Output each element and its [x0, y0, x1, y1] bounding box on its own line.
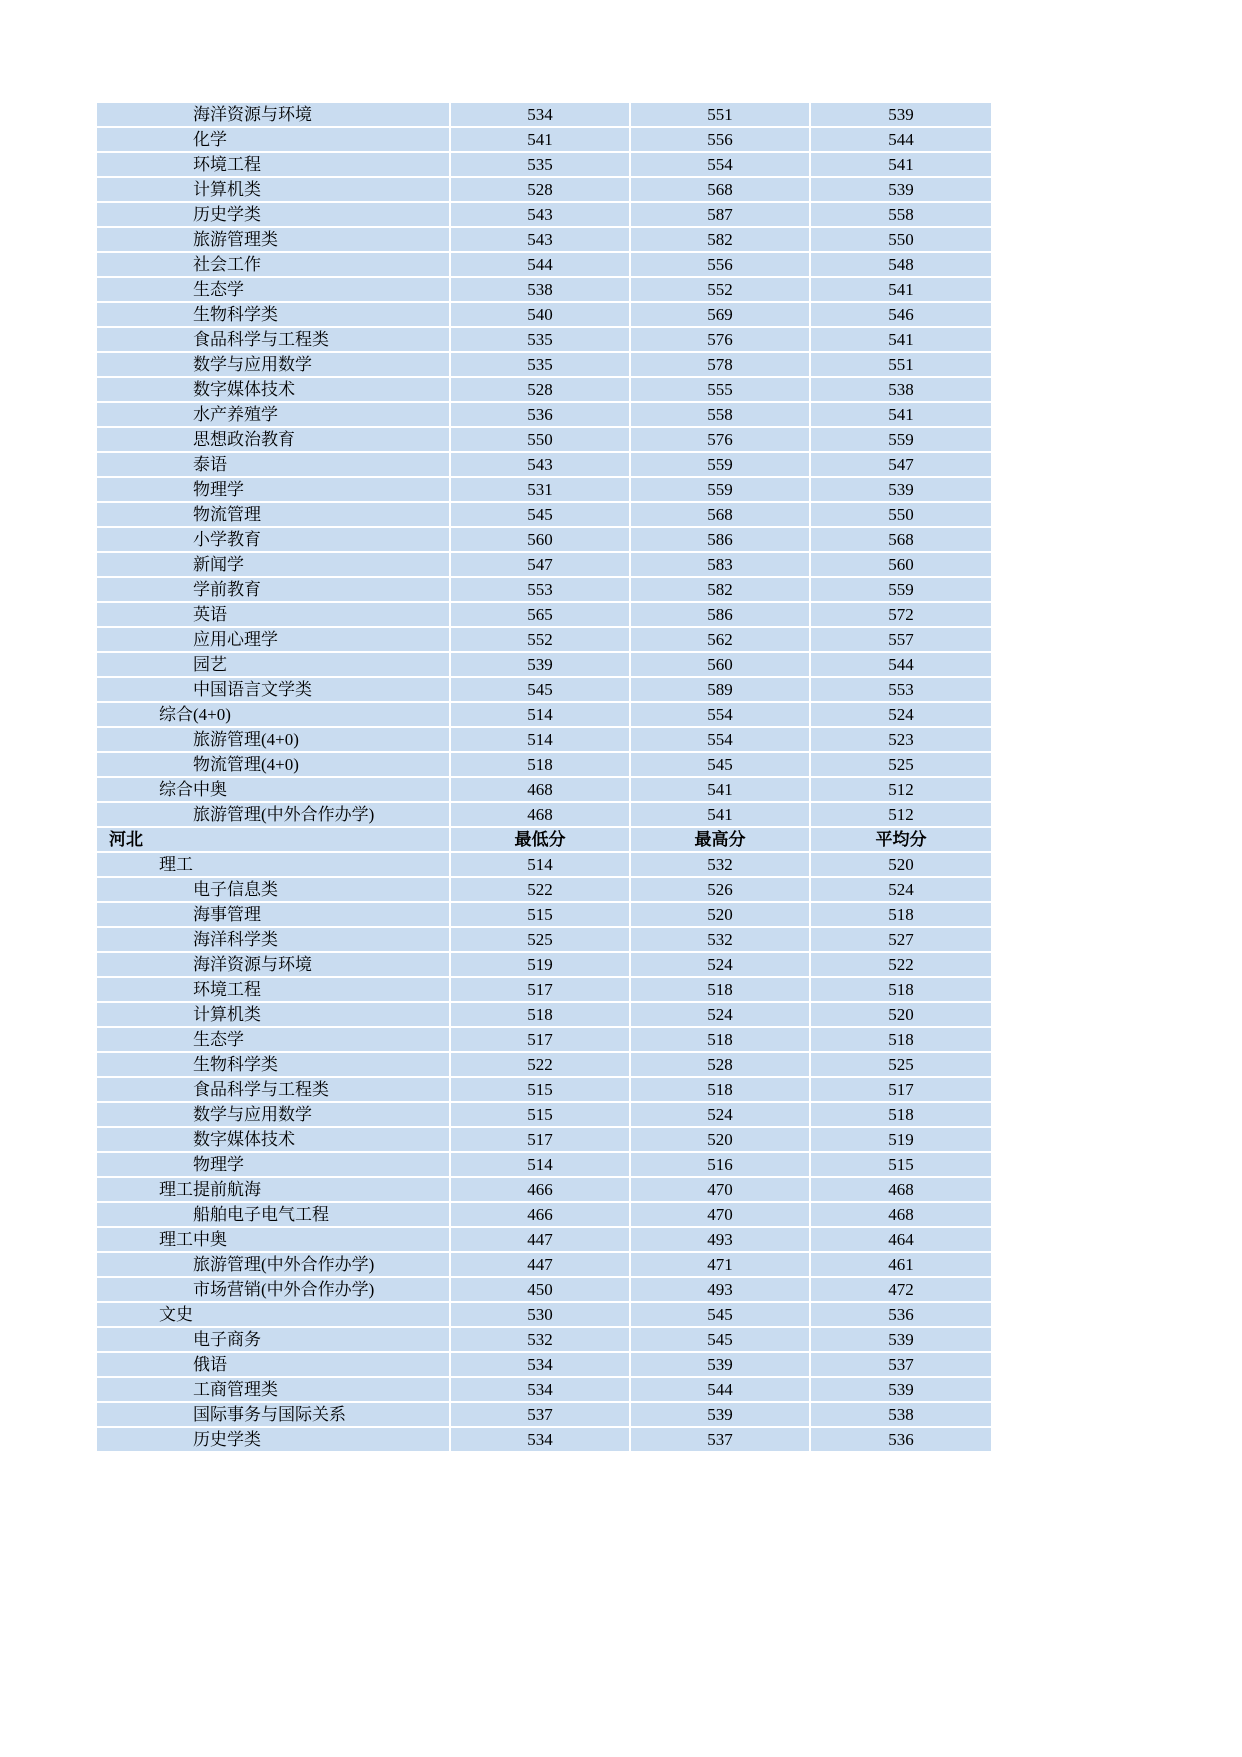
avg-score-cell: 557	[810, 627, 992, 652]
major-name-cell: 旅游管理(4+0)	[96, 727, 450, 752]
avg-score-cell: 525	[810, 1052, 992, 1077]
min-score-cell: 541	[450, 127, 630, 152]
table-row	[96, 227, 992, 252]
table-row	[96, 977, 992, 1002]
min-score-cell: 530	[450, 1302, 630, 1327]
avg-score-cell: 520	[810, 852, 992, 877]
major-name-cell: 物流管理(4+0)	[96, 752, 450, 777]
avg-score-cell: 572	[810, 602, 992, 627]
major-name-cell: 应用心理学	[96, 627, 450, 652]
min-score-cell: 534	[450, 1427, 630, 1452]
major-name-cell: 学前教育	[96, 577, 450, 602]
table-row	[96, 677, 992, 702]
major-name-cell: 食品科学与工程类	[96, 327, 450, 352]
table-row	[96, 777, 992, 802]
avg-score-cell: 515	[810, 1152, 992, 1177]
score-table-body	[96, 102, 992, 1452]
major-name-cell: 物理学	[96, 477, 450, 502]
table-row	[96, 152, 992, 177]
avg-score-cell: 559	[810, 427, 992, 452]
max-score-cell: 471	[630, 1252, 810, 1277]
max-score-cell: 589	[630, 677, 810, 702]
major-name-cell: 文史	[96, 1302, 450, 1327]
table-row	[96, 202, 992, 227]
table-row	[96, 1052, 992, 1077]
major-name-cell: 工商管理类	[96, 1377, 450, 1402]
table-row	[96, 377, 992, 402]
table-row	[96, 627, 992, 652]
table-row	[96, 552, 992, 577]
max-score-cell: 586	[630, 602, 810, 627]
min-score-cell: 547	[450, 552, 630, 577]
max-score-cell: 559	[630, 452, 810, 477]
max-score-cell: 544	[630, 1377, 810, 1402]
major-name-cell: 旅游管理(中外合作办学)	[96, 1252, 450, 1277]
major-name-cell: 海事管理	[96, 902, 450, 927]
major-name-cell: 生物科学类	[96, 1052, 450, 1077]
max-score-cell: 528	[630, 1052, 810, 1077]
table-row	[96, 1127, 992, 1152]
min-score-cell: 515	[450, 1102, 630, 1127]
max-score-cell: 582	[630, 227, 810, 252]
table-row	[96, 1377, 992, 1402]
table-row	[96, 302, 992, 327]
max-score-cell: 562	[630, 627, 810, 652]
avg-score-cell: 560	[810, 552, 992, 577]
min-score-cell: 545	[450, 677, 630, 702]
table-row	[96, 1302, 992, 1327]
major-name-cell: 计算机类	[96, 1002, 450, 1027]
major-name-cell: 思想政治教育	[96, 427, 450, 452]
major-name-cell: 国际事务与国际关系	[96, 1402, 450, 1427]
avg-score-cell: 536	[810, 1427, 992, 1452]
avg-score-cell: 541	[810, 277, 992, 302]
max-score-cell: 518	[630, 1027, 810, 1052]
major-name-cell: 俄语	[96, 1352, 450, 1377]
avg-score-cell: 524	[810, 877, 992, 902]
max-score-cell: 569	[630, 302, 810, 327]
max-score-cell: 568	[630, 177, 810, 202]
max-score-cell: 551	[630, 102, 810, 127]
min-score-cell: 560	[450, 527, 630, 552]
max-score-cell: 582	[630, 577, 810, 602]
avg-score-cell: 546	[810, 302, 992, 327]
min-score-cell: 最低分	[450, 827, 630, 852]
table-row	[96, 1077, 992, 1102]
min-score-cell: 552	[450, 627, 630, 652]
min-score-cell: 466	[450, 1202, 630, 1227]
major-name-cell: 综合(4+0)	[96, 702, 450, 727]
avg-score-cell: 547	[810, 452, 992, 477]
major-name-cell: 泰语	[96, 452, 450, 477]
max-score-cell: 524	[630, 952, 810, 977]
table-row	[96, 277, 992, 302]
avg-score-cell: 544	[810, 127, 992, 152]
table-row	[96, 402, 992, 427]
avg-score-cell: 536	[810, 1302, 992, 1327]
major-name-cell: 环境工程	[96, 152, 450, 177]
table-row	[96, 252, 992, 277]
major-name-cell: 数字媒体技术	[96, 1127, 450, 1152]
table-row	[96, 427, 992, 452]
table-row	[96, 352, 992, 377]
min-score-cell: 535	[450, 352, 630, 377]
table-row	[96, 327, 992, 352]
avg-score-cell: 551	[810, 352, 992, 377]
min-score-cell: 553	[450, 577, 630, 602]
major-name-cell: 历史学类	[96, 1427, 450, 1452]
min-score-cell: 519	[450, 952, 630, 977]
table-row	[96, 502, 992, 527]
min-score-cell: 525	[450, 927, 630, 952]
table-row	[96, 727, 992, 752]
avg-score-cell: 568	[810, 527, 992, 552]
max-score-cell: 554	[630, 727, 810, 752]
min-score-cell: 515	[450, 902, 630, 927]
major-name-cell: 市场营销(中外合作办学)	[96, 1277, 450, 1302]
max-score-cell: 470	[630, 1202, 810, 1227]
max-score-cell: 583	[630, 552, 810, 577]
avg-score-cell: 541	[810, 152, 992, 177]
min-score-cell: 514	[450, 727, 630, 752]
min-score-cell: 447	[450, 1252, 630, 1277]
avg-score-cell: 518	[810, 1027, 992, 1052]
min-score-cell: 540	[450, 302, 630, 327]
max-score-cell: 520	[630, 1127, 810, 1152]
avg-score-cell: 539	[810, 177, 992, 202]
table-row	[96, 1402, 992, 1427]
max-score-cell: 526	[630, 877, 810, 902]
avg-score-cell: 548	[810, 252, 992, 277]
min-score-cell: 450	[450, 1277, 630, 1302]
max-score-cell: 587	[630, 202, 810, 227]
avg-score-cell: 平均分	[810, 827, 992, 852]
avg-score-cell: 541	[810, 402, 992, 427]
table-row	[96, 1202, 992, 1227]
major-name-cell: 理工中奥	[96, 1227, 450, 1252]
admission-score-table	[95, 101, 993, 1453]
max-score-cell: 493	[630, 1227, 810, 1252]
min-score-cell: 518	[450, 752, 630, 777]
max-score-cell: 545	[630, 752, 810, 777]
min-score-cell: 536	[450, 402, 630, 427]
max-score-cell: 最高分	[630, 827, 810, 852]
avg-score-cell: 524	[810, 702, 992, 727]
major-name-cell: 船舶电子电气工程	[96, 1202, 450, 1227]
min-score-cell: 532	[450, 1327, 630, 1352]
min-score-cell: 545	[450, 502, 630, 527]
min-score-cell: 518	[450, 1002, 630, 1027]
min-score-cell: 466	[450, 1177, 630, 1202]
avg-score-cell: 512	[810, 777, 992, 802]
max-score-cell: 578	[630, 352, 810, 377]
max-score-cell: 576	[630, 327, 810, 352]
max-score-cell: 532	[630, 852, 810, 877]
avg-score-cell: 464	[810, 1227, 992, 1252]
table-row	[96, 1277, 992, 1302]
avg-score-cell: 468	[810, 1202, 992, 1227]
table-row	[96, 477, 992, 502]
min-score-cell: 514	[450, 1152, 630, 1177]
major-name-cell: 旅游管理类	[96, 227, 450, 252]
min-score-cell: 544	[450, 252, 630, 277]
table-row	[96, 1002, 992, 1027]
table-row	[96, 952, 992, 977]
max-score-cell: 560	[630, 652, 810, 677]
max-score-cell: 524	[630, 1002, 810, 1027]
table-header-row	[96, 827, 992, 852]
major-name-cell: 电子信息类	[96, 877, 450, 902]
table-row	[96, 1352, 992, 1377]
major-name-cell: 环境工程	[96, 977, 450, 1002]
major-name-cell: 水产养殖学	[96, 402, 450, 427]
major-name-cell: 物流管理	[96, 502, 450, 527]
avg-score-cell: 517	[810, 1077, 992, 1102]
major-name-cell: 历史学类	[96, 202, 450, 227]
major-name-cell: 海洋科学类	[96, 927, 450, 952]
max-score-cell: 524	[630, 1102, 810, 1127]
max-score-cell: 470	[630, 1177, 810, 1202]
min-score-cell: 522	[450, 1052, 630, 1077]
max-score-cell: 555	[630, 377, 810, 402]
min-score-cell: 565	[450, 602, 630, 627]
max-score-cell: 541	[630, 802, 810, 827]
avg-score-cell: 539	[810, 1377, 992, 1402]
major-name-cell: 数学与应用数学	[96, 1102, 450, 1127]
max-score-cell: 554	[630, 152, 810, 177]
max-score-cell: 559	[630, 477, 810, 502]
avg-score-cell: 525	[810, 752, 992, 777]
avg-score-cell: 538	[810, 1402, 992, 1427]
min-score-cell: 517	[450, 1027, 630, 1052]
min-score-cell: 517	[450, 1127, 630, 1152]
major-name-cell: 园艺	[96, 652, 450, 677]
max-score-cell: 532	[630, 927, 810, 952]
avg-score-cell: 519	[810, 1127, 992, 1152]
min-score-cell: 534	[450, 1377, 630, 1402]
avg-score-cell: 527	[810, 927, 992, 952]
max-score-cell: 556	[630, 127, 810, 152]
major-name-cell: 生态学	[96, 277, 450, 302]
max-score-cell: 518	[630, 1077, 810, 1102]
min-score-cell: 534	[450, 102, 630, 127]
avg-score-cell: 537	[810, 1352, 992, 1377]
avg-score-cell: 468	[810, 1177, 992, 1202]
major-name-cell: 理工提前航海	[96, 1177, 450, 1202]
avg-score-cell: 541	[810, 327, 992, 352]
min-score-cell: 550	[450, 427, 630, 452]
table-row	[96, 102, 992, 127]
max-score-cell: 520	[630, 902, 810, 927]
min-score-cell: 517	[450, 977, 630, 1002]
max-score-cell: 541	[630, 777, 810, 802]
max-score-cell: 518	[630, 977, 810, 1002]
avg-score-cell: 512	[810, 802, 992, 827]
max-score-cell: 552	[630, 277, 810, 302]
min-score-cell: 531	[450, 477, 630, 502]
avg-score-cell: 558	[810, 202, 992, 227]
avg-score-cell: 539	[810, 102, 992, 127]
max-score-cell: 576	[630, 427, 810, 452]
table-row	[96, 527, 992, 552]
min-score-cell: 447	[450, 1227, 630, 1252]
major-name-cell: 河北	[96, 827, 450, 852]
avg-score-cell: 461	[810, 1252, 992, 1277]
major-name-cell: 计算机类	[96, 177, 450, 202]
table-row	[96, 902, 992, 927]
avg-score-cell: 539	[810, 1327, 992, 1352]
avg-score-cell: 539	[810, 477, 992, 502]
table-row	[96, 177, 992, 202]
table-row	[96, 852, 992, 877]
min-score-cell: 538	[450, 277, 630, 302]
table-row	[96, 1327, 992, 1352]
major-name-cell: 英语	[96, 602, 450, 627]
table-row	[96, 927, 992, 952]
max-score-cell: 539	[630, 1352, 810, 1377]
avg-score-cell: 522	[810, 952, 992, 977]
avg-score-cell: 553	[810, 677, 992, 702]
avg-score-cell: 550	[810, 227, 992, 252]
table-row	[96, 127, 992, 152]
min-score-cell: 468	[450, 802, 630, 827]
min-score-cell: 535	[450, 152, 630, 177]
major-name-cell: 新闻学	[96, 552, 450, 577]
major-name-cell: 生态学	[96, 1027, 450, 1052]
avg-score-cell: 520	[810, 1002, 992, 1027]
avg-score-cell: 544	[810, 652, 992, 677]
max-score-cell: 493	[630, 1277, 810, 1302]
major-name-cell: 数学与应用数学	[96, 352, 450, 377]
max-score-cell: 554	[630, 702, 810, 727]
avg-score-cell: 518	[810, 1102, 992, 1127]
max-score-cell: 539	[630, 1402, 810, 1427]
table-row	[96, 1252, 992, 1277]
major-name-cell: 理工	[96, 852, 450, 877]
major-name-cell: 物理学	[96, 1152, 450, 1177]
table-row	[96, 577, 992, 602]
max-score-cell: 558	[630, 402, 810, 427]
table-row	[96, 1027, 992, 1052]
major-name-cell: 小学教育	[96, 527, 450, 552]
table-row	[96, 1227, 992, 1252]
max-score-cell: 516	[630, 1152, 810, 1177]
avg-score-cell: 523	[810, 727, 992, 752]
min-score-cell: 522	[450, 877, 630, 902]
avg-score-cell: 472	[810, 1277, 992, 1302]
min-score-cell: 515	[450, 1077, 630, 1102]
major-name-cell: 生物科学类	[96, 302, 450, 327]
min-score-cell: 528	[450, 177, 630, 202]
major-name-cell: 海洋资源与环境	[96, 952, 450, 977]
major-name-cell: 中国语言文学类	[96, 677, 450, 702]
major-name-cell: 数字媒体技术	[96, 377, 450, 402]
max-score-cell: 586	[630, 527, 810, 552]
min-score-cell: 537	[450, 1402, 630, 1427]
table-row	[96, 652, 992, 677]
table-row	[96, 702, 992, 727]
min-score-cell: 534	[450, 1352, 630, 1377]
max-score-cell: 545	[630, 1302, 810, 1327]
max-score-cell: 545	[630, 1327, 810, 1352]
min-score-cell: 539	[450, 652, 630, 677]
max-score-cell: 568	[630, 502, 810, 527]
min-score-cell: 468	[450, 777, 630, 802]
table-row	[96, 752, 992, 777]
table-row	[96, 602, 992, 627]
min-score-cell: 514	[450, 702, 630, 727]
major-name-cell: 化学	[96, 127, 450, 152]
major-name-cell: 综合中奥	[96, 777, 450, 802]
avg-score-cell: 559	[810, 577, 992, 602]
min-score-cell: 528	[450, 377, 630, 402]
min-score-cell: 543	[450, 202, 630, 227]
table-row	[96, 1102, 992, 1127]
min-score-cell: 543	[450, 227, 630, 252]
min-score-cell: 514	[450, 852, 630, 877]
major-name-cell: 旅游管理(中外合作办学)	[96, 802, 450, 827]
avg-score-cell: 550	[810, 502, 992, 527]
major-name-cell: 海洋资源与环境	[96, 102, 450, 127]
max-score-cell: 556	[630, 252, 810, 277]
table-row	[96, 1177, 992, 1202]
max-score-cell: 537	[630, 1427, 810, 1452]
major-name-cell: 食品科学与工程类	[96, 1077, 450, 1102]
table-row	[96, 1427, 992, 1452]
major-name-cell: 社会工作	[96, 252, 450, 277]
table-row	[96, 452, 992, 477]
avg-score-cell: 518	[810, 977, 992, 1002]
avg-score-cell: 538	[810, 377, 992, 402]
table-row	[96, 1152, 992, 1177]
table-row	[96, 877, 992, 902]
table-row	[96, 802, 992, 827]
major-name-cell: 电子商务	[96, 1327, 450, 1352]
min-score-cell: 535	[450, 327, 630, 352]
min-score-cell: 543	[450, 452, 630, 477]
avg-score-cell: 518	[810, 902, 992, 927]
